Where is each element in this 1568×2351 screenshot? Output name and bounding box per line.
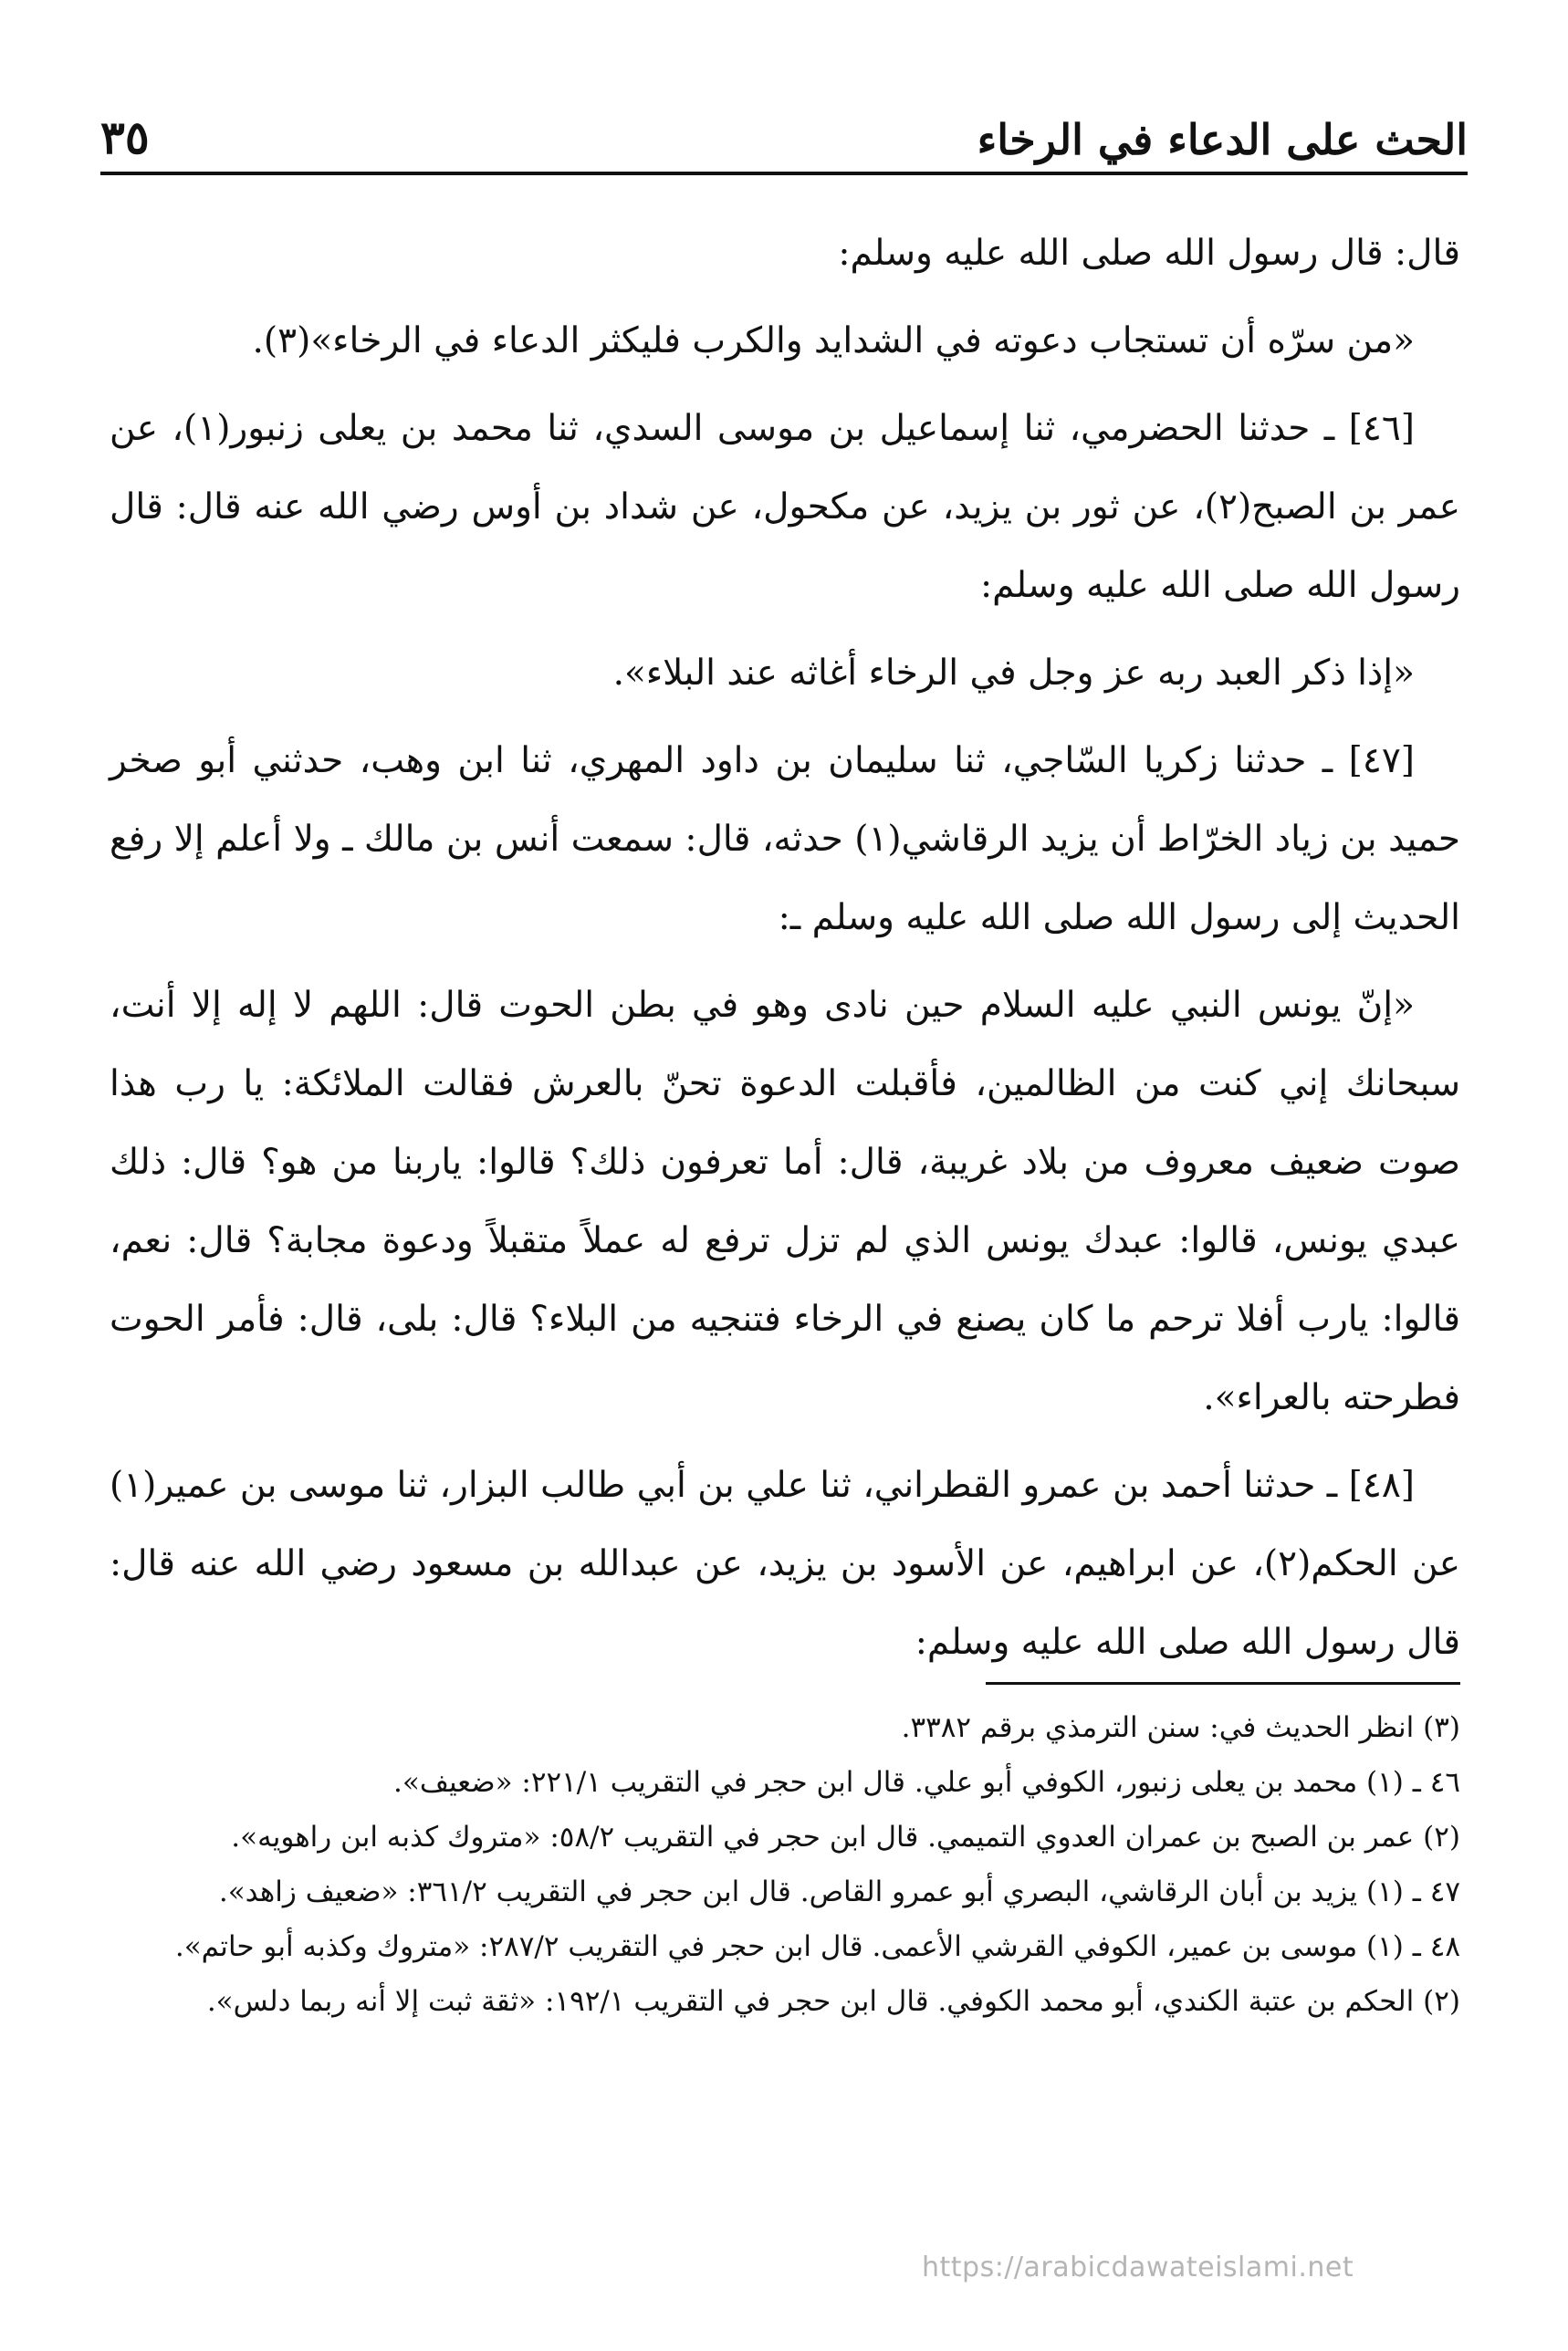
isnad-46: [٤٦] ـ حدثنا الحضرمي، ثنا إسماعيل بن موسى السدي، ثنا محمد بن يعلى زنبور(١)، عن عمر بن الصبح(٢)، عن ثور بن يزيد، عن مكحول، عن شداد بن أوس رضي الله عنه قال: قال رسول الله صلى الله عليه وسلم: (110, 408, 1460, 606)
footnote: (٢) الحكم بن عتبة الكندي، أبو محمد الكوفي. قال ابن حجر في التقريب ١٩٢/١: «ثقة ثبت إلا أنه ربما دلس». (206, 1985, 1460, 2018)
header-divider (100, 172, 1468, 175)
hadith-text: «إنّ يونس النبي عليه السلام حين نادى وهو في بطن الحوت قال: اللهم لا إله إلا أنت، سبحانك إني كنت من الظالمين، فأقبلت الدعوة تحنّ بالعرش فقالت الملائكة: يا رب هذا صوت ضعيف معروف من بلاد غريبة، قال: أما تعرفون ذلك؟ قالوا: ياربنا من هو؟ قال: ذلك عبدي يونس، قالوا: عبدك يونس الذي لم تزل ترفع له عملاً متقبلاً ودعوة مجابة؟ قال: نعم، قالوا: يارب أفلا ترحم ما كان يصنع في الرخاء فتنجيه من البلاء؟ قال: بلى، قال: فأمر الحوت فطرحته بالعراء». (110, 985, 1460, 1418)
footnote: ٤٧ ـ (١) يزيد بن أبان الرقاشي، البصري أبو عمرو القاص. قال ابن حجر في التقريب ٣٦١/٢: «ضعيف زاهد». (218, 1876, 1460, 1908)
watermark-url: https://arabicdawateislami.net (922, 2252, 1354, 2283)
footnote: ٤٨ ـ (١) موسى بن عمير، الكوفي القرشي الأعمى. قال ابن حجر في التقريب ٢٨٧/٢: «متروك وكذبه أبو حاتم». (174, 1930, 1460, 1963)
narration-intro: قال: قال رسول الله صلى الله عليه وسلم: (838, 233, 1460, 274)
hadith-text: «إذا ذكر العبد ربه عز وجل في الرخاء أغاثه عند البلاء». (612, 653, 1415, 694)
page-header (100, 100, 1468, 164)
isnad-48: [٤٨] ـ حدثنا أحمد بن عمرو القطراني، ثنا علي بن أبي طالب البزار، ثنا موسى بن عمير(١) عن الحكم(٢)، عن ابراهيم، عن الأسود بن يزيد، عن عبدالله بن مسعود رضي الله عنه قال: قال رسول الله صلى الله عليه وسلم: (110, 1465, 1460, 1663)
footnote: (٣) انظر الحديث في: سنن الترمذي برقم ٣٣٨٢. (901, 1711, 1460, 1744)
running-title: الحث على الدعاء في الرخاء (977, 115, 1468, 164)
footnotes (110, 1702, 1460, 2031)
footnote: ٤٦ ـ (١) محمد بن يعلى زنبور، الكوفي أبو علي. قال ابن حجر في التقريب ٢٢١/١: «ضعيف». (393, 1766, 1460, 1799)
footnote-divider (986, 1682, 1460, 1685)
isnad-47: [٤٧] ـ حدثنا زكريا السّاجي، ثنا سليمان بن داود المهري، ثنا ابن وهب، حدثني أبو صخر حميد بن زياد الخرّاط أن يزيد الرقاشي(١) حدثه، قال: سمعت أنس بن مالك ـ ولا أعلم إلا رفع الحديث إلى رسول الله صلى الله عليه وسلم ـ: (110, 740, 1460, 938)
page-number: ٣٥ (100, 110, 150, 164)
main-text (110, 214, 1460, 1691)
hadith-text: «من سرّه أن تستجاب دعوته في الشدايد والكرب فليكثر الدعاء في الرخاء»(٣). (252, 320, 1415, 361)
footnote: (٢) عمر بن الصبح بن عمران العدوي التميمي. قال ابن حجر في التقريب ٥٨/٢: «متروك كذبه ابن راهويه». (231, 1821, 1460, 1854)
